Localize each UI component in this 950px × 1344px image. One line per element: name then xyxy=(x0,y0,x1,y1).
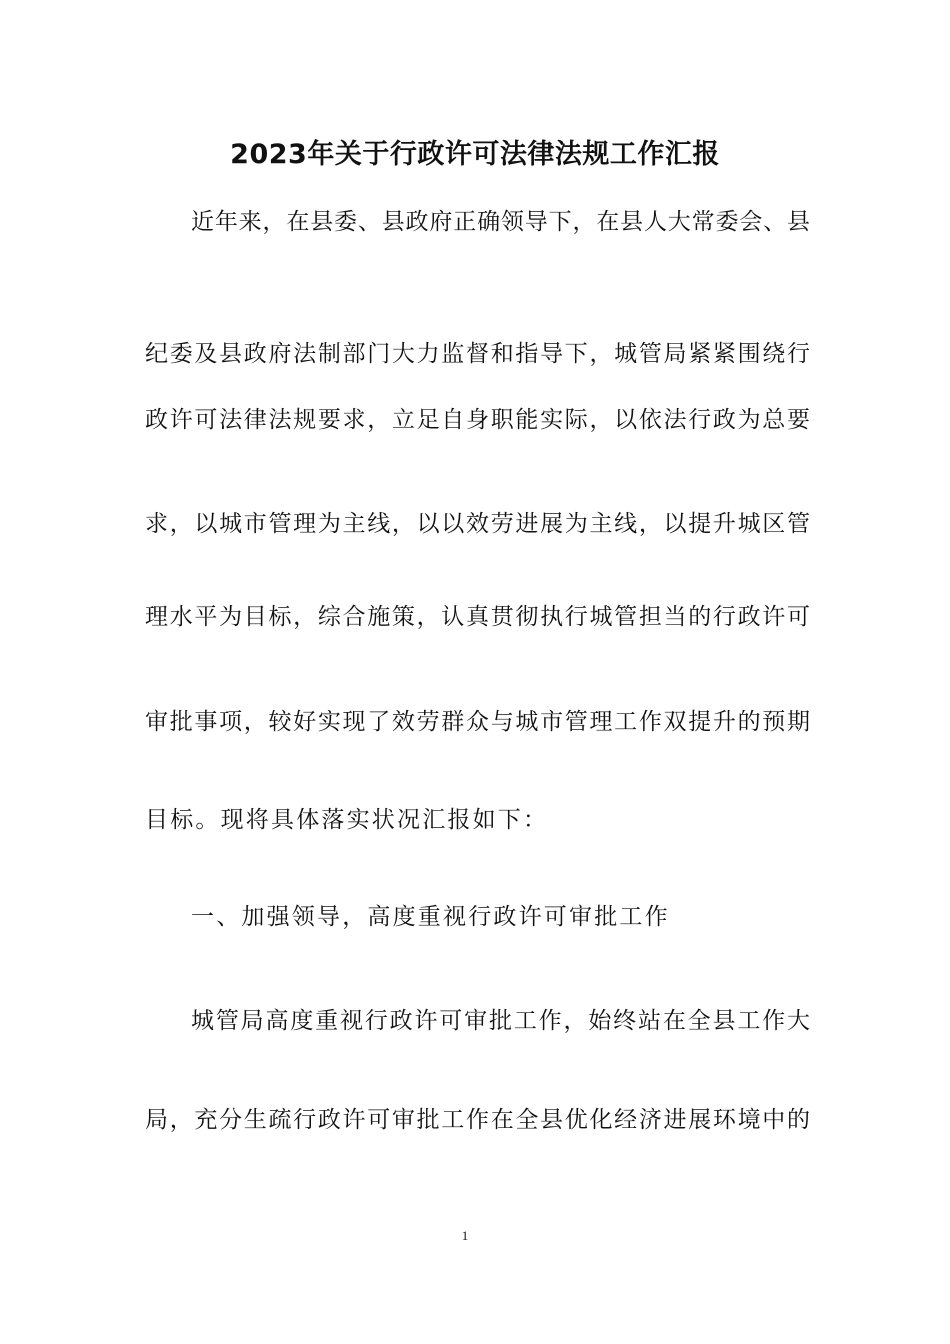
section-heading: 一、加强领导，高度重视行政许可审批工作 xyxy=(191,904,670,930)
paragraph-line-5: 理水平为目标，综合施策，认真贯彻执行城管担当的行政许可 xyxy=(145,604,810,630)
paragraph-line-8: 城管局高度重视行政许可审批工作，始终站在全县工作大 xyxy=(191,1008,810,1034)
paragraph-line-3: 政许可法律法规要求，立足自身职能实际，以依法行政为总要 xyxy=(145,407,810,433)
paragraph-line-7: 目标。现将具体落实状况汇报如下： xyxy=(145,807,549,833)
page-number: 1 xyxy=(461,1228,469,1243)
paragraph-line-6: 审批事项，较好实现了效劳群众与城市管理工作双提升的预期 xyxy=(145,709,810,735)
paragraph-line-2: 纪委及县政府法制部门大力监督和指导下，城管局紧紧围绕行 xyxy=(145,341,810,367)
document-title: 2023年关于行政许可法律法规工作汇报 xyxy=(230,139,720,170)
paragraph-line-4: 求，以城市管理为主线，以以效劳进展为主线，以提升城区管 xyxy=(145,511,810,537)
paragraph-line-1: 近年来，在县委、县政府正确领导下，在县人大常委会、县 xyxy=(191,209,810,235)
paragraph-line-9: 局，充分生疏行政许可审批工作在全县优化经济进展环境中的 xyxy=(145,1107,810,1133)
